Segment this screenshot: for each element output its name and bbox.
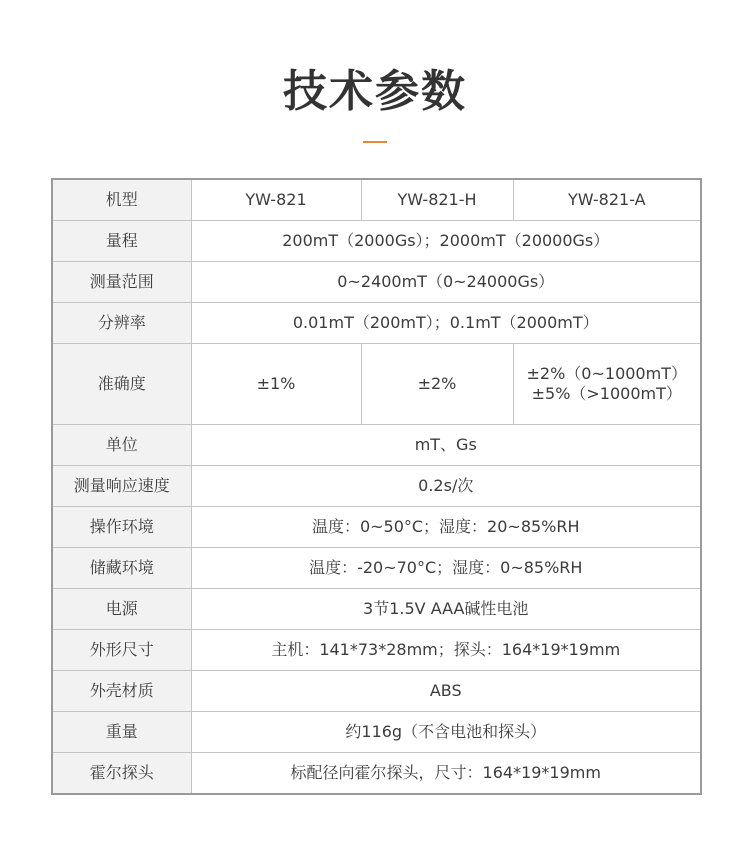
row-label-probe: 霍尔探头: [52, 753, 191, 795]
accuracy-yw-821: ±1%: [191, 344, 361, 425]
accuracy-a-line-2: ±5%（>1000mT）: [531, 384, 682, 403]
row-label-operating: 操作环境: [52, 507, 191, 548]
page-title: 技术参数: [283, 66, 467, 117]
table-row-resolution: [52, 303, 701, 344]
table-row-storage: [52, 548, 701, 589]
title-accent-line: [363, 141, 387, 143]
row-label-accuracy: 准确度: [52, 344, 191, 425]
weight-value: 约116g（不含电池和探头）: [191, 712, 701, 753]
row-label-response: 测量响应速度: [52, 466, 191, 507]
resolution-value: 0.01mT（200mT）；0.1mT（2000mT）: [191, 303, 701, 344]
table-row-response: [52, 466, 701, 507]
table-row-measure-range: [52, 262, 701, 303]
accuracy-a-line-1: ±2%（0~1000mT）: [526, 364, 687, 383]
probe-value: 标配径向霍尔探头，尺寸：164*19*19mm: [191, 753, 701, 795]
table-row-operating: [52, 507, 701, 548]
table-row-accuracy: [52, 344, 701, 425]
row-label-housing: 外壳材质: [52, 671, 191, 712]
operating-value: 温度：0~50°C；湿度：20~85%RH: [191, 507, 701, 548]
table-row-model: [52, 179, 701, 221]
accuracy-yw-821-a: [513, 344, 701, 425]
row-label-measure-range: 测量范围: [52, 262, 191, 303]
row-label-storage: 储藏环境: [52, 548, 191, 589]
table-row-weight: [52, 712, 701, 753]
housing-value: ABS: [191, 671, 701, 712]
unit-value: mT、Gs: [191, 425, 701, 466]
dimensions-value: 主机：141*73*28mm；探头：164*19*19mm: [191, 630, 701, 671]
table-row-housing: [52, 671, 701, 712]
row-label-model: 机型: [52, 179, 191, 221]
model-cell-yw-821: YW-821: [191, 179, 361, 221]
model-cell-yw-821-a: YW-821-A: [513, 179, 701, 221]
row-label-weight: 重量: [52, 712, 191, 753]
measure-range-value: 0~2400mT（0~24000Gs）: [191, 262, 701, 303]
table-row-power: [52, 589, 701, 630]
spec-table: [51, 178, 702, 795]
range-value: 200mT（2000Gs）；2000mT（20000Gs）: [191, 221, 701, 262]
row-label-resolution: 分辨率: [52, 303, 191, 344]
table-row-unit: [52, 425, 701, 466]
table-row-probe: [52, 753, 701, 795]
power-value: 3节1.5V AAA碱性电池: [191, 589, 701, 630]
model-cell-yw-821-h: YW-821-H: [361, 179, 513, 221]
row-label-power: 电源: [52, 589, 191, 630]
row-label-dimensions: 外形尺寸: [52, 630, 191, 671]
row-label-range: 量程: [52, 221, 191, 262]
table-row-range: [52, 221, 701, 262]
row-label-unit: 单位: [52, 425, 191, 466]
table-row-dimensions: [52, 630, 701, 671]
response-value: 0.2s/次: [191, 466, 701, 507]
accuracy-yw-821-h: ±2%: [361, 344, 513, 425]
storage-value: 温度：-20~70°C；湿度：0~85%RH: [191, 548, 701, 589]
